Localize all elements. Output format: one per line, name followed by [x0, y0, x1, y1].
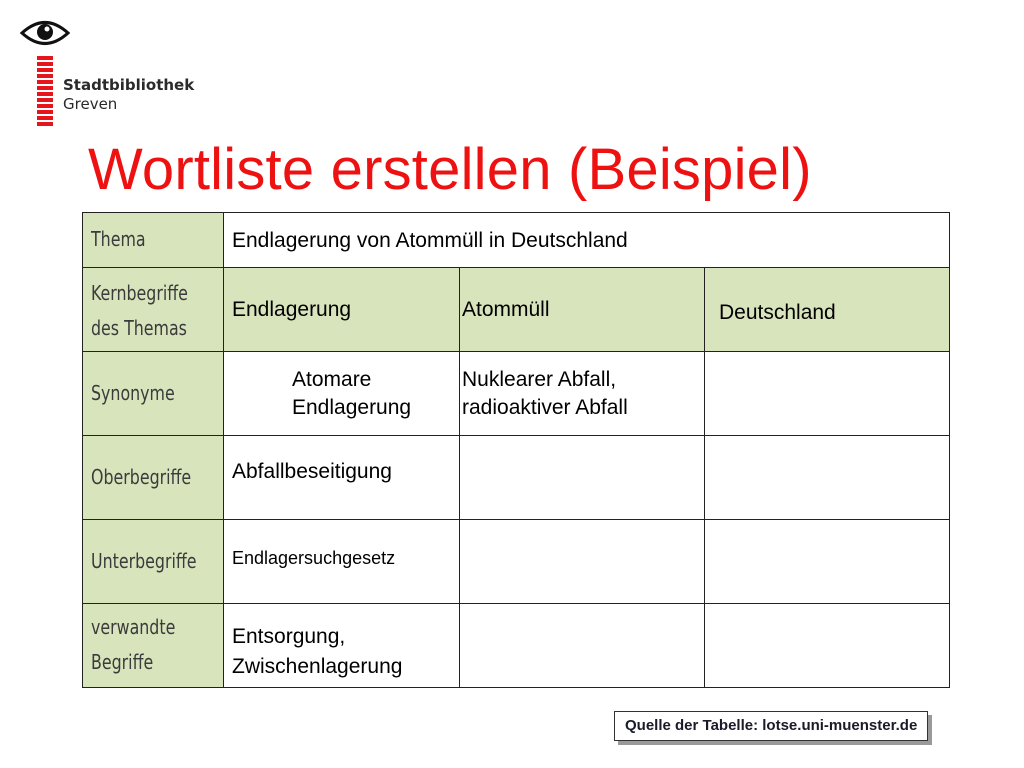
cell-kern-1: [224, 268, 460, 352]
eye-icon: [20, 16, 70, 50]
row-thema: [83, 213, 950, 268]
verw-value: [224, 604, 459, 682]
kern-value-1: Endlagerung: [232, 298, 352, 321]
cell-syn-2: [460, 352, 705, 436]
cell-unter-2: [460, 520, 705, 604]
cell-unter-3: [705, 520, 950, 604]
unter-value: Endlagersuchgesetz: [232, 548, 396, 568]
slide-title: Wortliste erstellen (Beispiel): [88, 137, 812, 202]
syn-2-line1: Nuklearer Abfall,: [462, 368, 617, 391]
label-verw-line2: Begriffe: [91, 650, 154, 674]
logo-striped-bar: [37, 56, 53, 128]
cell-thema: [224, 213, 950, 268]
syn-value-2: [460, 352, 704, 422]
label-unter-text: Unterbegriffe: [91, 549, 197, 573]
syn-2-line2: radioaktiver Abfall: [462, 396, 628, 419]
row-verwandte: [83, 604, 950, 688]
cell-verw-1: [224, 604, 460, 688]
label-verw-line1: verwandte: [91, 615, 176, 639]
ober-value: Abfallbeseitigung: [232, 460, 392, 483]
row-kernbegriffe: [83, 268, 950, 352]
cell-kern-2: [460, 268, 705, 352]
label-thema-text: Thema: [91, 227, 146, 251]
cell-syn-3: [705, 352, 950, 436]
syn-1-line1: Atomare: [292, 368, 372, 391]
cell-kern-3: [705, 268, 950, 352]
kern-value-3: Deutschland: [719, 301, 836, 324]
label-unterbegriffe: [83, 520, 224, 604]
kern-value-2: Atommüll: [462, 298, 550, 321]
label-kernbegriffe: [83, 268, 224, 352]
cell-verw-3: [705, 604, 950, 688]
word-list-table: [82, 212, 950, 688]
label-ober-text: Oberbegriffe: [91, 465, 192, 489]
thema-value: Endlagerung von Atommüll in Deutschland: [232, 229, 628, 252]
row-oberbegriffe: [83, 436, 950, 520]
label-oberbegriffe: [83, 436, 224, 520]
label-synonyme-text: Synonyme: [91, 381, 175, 405]
cell-verw-2: [460, 604, 705, 688]
logo-text: [63, 76, 194, 114]
verw-line2: Zwischenlagerung: [232, 655, 403, 678]
label-synonyme: [83, 352, 224, 436]
logo-line-2: Greven: [63, 95, 118, 113]
row-synonyme: [83, 352, 950, 436]
cell-ober-1: [224, 436, 460, 520]
verw-line1: Entsorgung,: [232, 625, 346, 648]
syn-value-1: [224, 352, 459, 422]
label-kern-line1: Kernbegriffe: [91, 281, 188, 305]
library-logo: [20, 16, 200, 116]
label-thema: [83, 213, 224, 268]
source-note: Quelle der Tabelle: lotse.uni-muenster.de: [614, 711, 928, 741]
syn-1-line2: Endlagerung: [292, 396, 412, 419]
cell-ober-3: [705, 436, 950, 520]
row-unterbegriffe: [83, 520, 950, 604]
cell-syn-1: [224, 352, 460, 436]
label-verwandte: [83, 604, 224, 688]
cell-ober-2: [460, 436, 705, 520]
logo-line-1: Stadtbibliothek: [63, 76, 195, 94]
label-kern-line2: des Themas: [91, 316, 187, 340]
cell-unter-1: [224, 520, 460, 604]
